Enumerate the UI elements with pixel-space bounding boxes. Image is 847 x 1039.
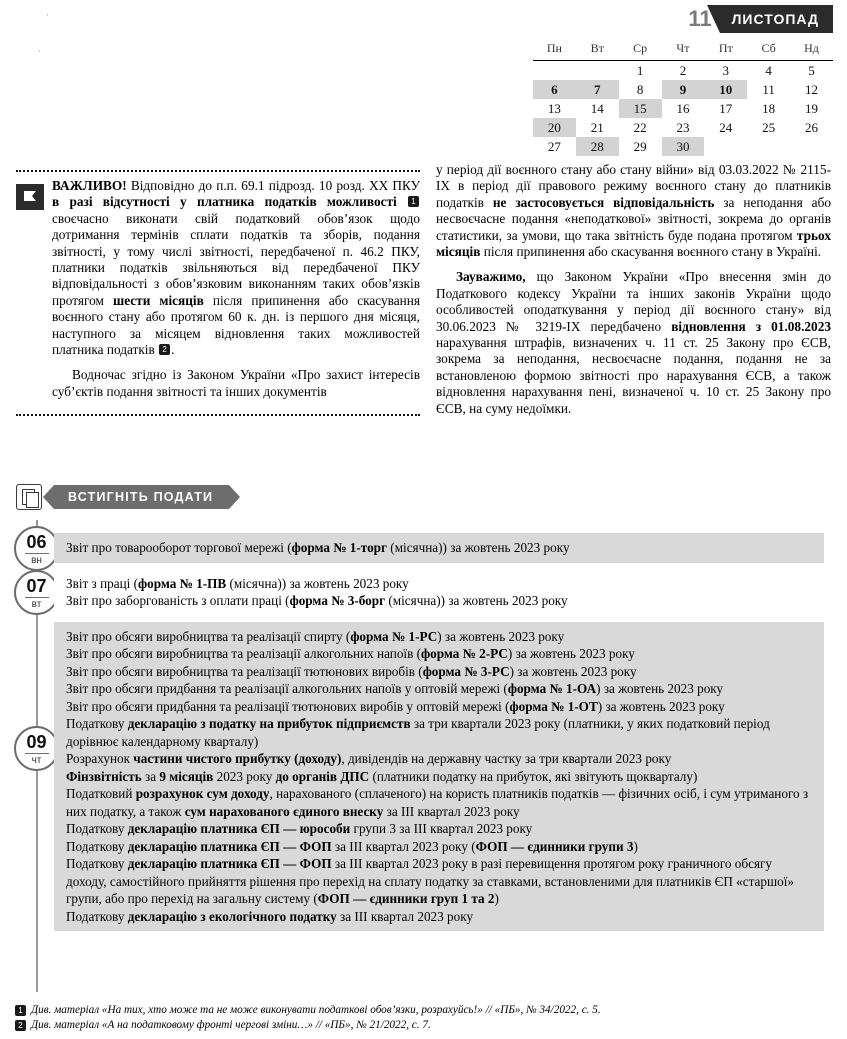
timeline-entry-row: Звіт з праці (форма № 1-ПВ (місячна)) за жовтень 2023 року (66, 575, 409, 591)
calendar-weekday-Сб: Сб (761, 41, 776, 55)
calendar-week-row (533, 137, 833, 156)
timeline-day-badge-09 (14, 726, 59, 771)
calendar-day-13[interactable]: 13 (547, 100, 561, 116)
calendar-weekday-Пт: Пт (718, 41, 733, 55)
calendar-week-row (533, 99, 833, 118)
important-left-column (52, 178, 420, 400)
calendar-day-empty (747, 137, 790, 156)
calendar-day-4[interactable]: 4 (747, 61, 790, 81)
timeline-day-number: 06 (26, 531, 47, 552)
calendar-day-2[interactable]: 2 (662, 61, 705, 81)
calendar-week-row (533, 80, 833, 99)
timeline-entry-row: Податкову декларацію з екологічного податку за ІІІ квартал 2023 року (66, 908, 474, 924)
calendar-day-28[interactable]: 28 (576, 137, 619, 156)
calendar-day-1[interactable]: 1 (619, 61, 662, 81)
timeline-entry-row: Податкову декларацію платника ЄП — ФОП за ІІІ квартал 2023 року в разі перевищення протягом року граничного обсягу доходу, самостійного прийняття рішення про перехід на сплату податку за ставками, встановленими для платників ЄП «старшої» групи, або про перехід на загальну систему (ФОП — єдинники груп 1 та 2) (66, 856, 794, 906)
timeline-day-divider (25, 753, 49, 754)
calendar-header (533, 5, 833, 33)
calendar-week-row (533, 61, 833, 81)
calendar-day-empty (790, 137, 833, 156)
timeline-day-weekday: вт (31, 599, 42, 610)
calendar-day-23[interactable]: 23 (676, 119, 690, 135)
documents-icon (16, 484, 42, 510)
footnote-text: Див. матеріал «А на податковому фронті чергові зміни…» // «ПБ», № 21/2022, с. 7. (31, 1019, 431, 1031)
important-right-column (436, 162, 831, 417)
margin-mark-top: · (46, 10, 49, 20)
calendar-weekday-Нд: Нд (804, 41, 819, 55)
calendar-day-11[interactable]: 11 (762, 81, 775, 97)
timeline-entry-row: Звіт про обсяги придбання та реалізації тютюнових виробів у оптовій мережі (форма № 1-ОТ) за жовтень 2023 року (66, 698, 725, 714)
calendar-day-7[interactable]: 7 (576, 80, 619, 99)
timeline-day-number: 07 (26, 576, 47, 596)
calendar-month-number: 11 (688, 6, 712, 31)
important-flag-icon (16, 184, 44, 210)
calendar-day-10[interactable]: 10 (704, 80, 747, 99)
timeline-entry-group-07 (54, 569, 824, 616)
timeline-day-weekday: вн (31, 554, 42, 566)
calendar-day-29[interactable]: 29 (633, 138, 647, 154)
timeline-entry-row: Фінзвітність за 9 місяців 2023 року до органів ДПС (платники податку на прибуток, які звітують щокварталу) (66, 768, 698, 784)
timeline-entry-row: Звіт про обсяги виробництва та реалізації спирту (форма № 1-РС) за жовтень 2023 року (66, 628, 565, 644)
timeline-entry-row: Звіт про обсяги придбання та реалізації алкогольних напоїв у оптовій мережі (форма № 1-ОА) за жовтень 2023 року (66, 681, 724, 696)
timeline-day-divider (25, 597, 49, 598)
calendar-day-18[interactable]: 18 (762, 100, 776, 116)
timeline-entry-row: Податкову декларацію платника ЄП — ФОП за ІІІ квартал 2023 року (ФОП — єдинники групи 3) (66, 838, 638, 854)
calendar-day-9[interactable]: 9 (662, 80, 705, 99)
section-banner (16, 484, 229, 510)
important-paragraph-1: ВАЖЛИВО! Відповідно до п.п. 69.1 підрозд. 10 розд. ХХ ПКУ в разі відсутності у платника податків можливості 1 своєчасно виконати свій податковий обов’язок щодо дотримання термінів сплати податків та зборів, подання звітності, у тому числі звітності, передбаченої п. 46.2 ПКУ, платники податків звільняються від передбаченої ПКУ відповідальності з обов’язковим виконанням таких обов’язків протягом шести місяців після припинення або скасування воєнного стану або протягом 60 к. дн. із першого дня місяця, наступного за місяцем відновлення таких можливостей платника податків 2 . (52, 178, 420, 358)
footnotes (14, 1003, 834, 1033)
calendar-month-name: ЛИСТОПАД (720, 5, 833, 33)
calendar-day-empty (704, 137, 747, 156)
timeline-entry-row: Звіт про товарооборот торгової мережі (форма № 1-торг (місячна)) за жовтень 2023 року (66, 540, 570, 555)
calendar-day-20[interactable]: 20 (533, 118, 576, 137)
calendar-weekday-Пн: Пн (546, 41, 562, 55)
footnote-text: Див. матеріал «На тих, хто може та не може виконувати податкові обов’язки, розрахуйсь!» // «ПБ», № 34/2022, с. 5. (31, 1004, 601, 1016)
footnote-marker: 2 (15, 1020, 26, 1031)
footnote-marker: 1 (15, 1005, 26, 1016)
calendar-day-14[interactable]: 14 (590, 100, 604, 116)
calendar-weekday-Чт: Чт (676, 41, 690, 55)
calendar-day-19[interactable]: 19 (805, 100, 819, 116)
divider-left-bottom (16, 414, 420, 416)
calendar-day-24[interactable]: 24 (719, 119, 733, 135)
timeline-day-badge-07 (14, 570, 59, 615)
calendar-day-17[interactable]: 17 (719, 100, 733, 116)
calendar-day-22[interactable]: 22 (633, 119, 647, 135)
calendar-week-row (533, 118, 833, 137)
calendar-weekday-row (533, 39, 833, 61)
calendar-day-27[interactable]: 27 (547, 138, 561, 154)
timeline-day-badge-06 (14, 526, 59, 571)
footnote-item (14, 1003, 834, 1018)
timeline-entry-group-09 (54, 622, 824, 932)
timeline-entry-row: Розрахунок частини чистого прибутку (доходу), дивідендів на державну частку за три квартали 2023 року (66, 751, 672, 766)
margin-mark-second: · (38, 46, 41, 56)
calendar-day-empty (576, 61, 619, 81)
calendar-day-5[interactable]: 5 (790, 61, 833, 81)
timeline-entry-row: Звіт про обсяги виробництва та реалізації алкогольних напоїв (форма № 2-РС) за жовтень 2023 року (66, 646, 635, 661)
calendar-widget (533, 5, 833, 156)
calendar-day-3[interactable]: 3 (704, 61, 747, 81)
timeline-entry-row: Податкову декларацію платника ЄП — юрособи групи 3 за ІІІ квартал 2023 року (66, 821, 533, 836)
calendar-day-16[interactable]: 16 (676, 100, 690, 116)
timeline-day-number: 09 (26, 732, 47, 753)
calendar-day-empty (533, 61, 576, 81)
calendar-day-8[interactable]: 8 (636, 81, 644, 97)
calendar-weekday-Ср: Ср (633, 41, 648, 55)
timeline-entry-row: Звіт про заборгованість з оплати праці (форма № 3-борг (місячна)) за жовтень 2023 року (66, 593, 568, 608)
calendar-day-30[interactable]: 30 (662, 137, 705, 156)
important-paragraph-2: Водночас згідно із Законом України «Про захист інтересів суб’єктів подання звітності та інших документів (52, 367, 420, 399)
calendar-day-15[interactable]: 15 (619, 99, 662, 118)
timeline-entry-row: Податкову декларацію з податку на прибуток підприємств за три квартали 2023 року (платники, у яких податковий період дорівнює календарному кварталу) (66, 716, 770, 749)
calendar-day-26[interactable]: 26 (805, 119, 819, 135)
calendar-day-6[interactable]: 6 (533, 80, 576, 99)
section-banner-label: ВСТИГНІТЬ ПОДАТИ (54, 485, 229, 509)
calendar-grid (533, 39, 833, 156)
timeline-entry-row: Податковий розрахунок сум доходу, нарахованого (сплаченого) на користь платників податків — фізичних осіб, і сум утриманого з них податку, а також сум нарахованого єдиного внеску за ІІІ квартал 2023 року (66, 786, 809, 819)
divider-left-top (16, 170, 420, 172)
timeline-day-weekday: чт (31, 755, 42, 767)
calendar-day-25[interactable]: 25 (762, 119, 776, 135)
timeline-entry-group-06 (54, 533, 824, 563)
footnote-item (14, 1018, 834, 1033)
timeline-day-divider (25, 553, 49, 554)
calendar-day-12[interactable]: 12 (805, 81, 819, 97)
calendar-weekday-Вт: Вт (590, 41, 604, 55)
calendar-day-21[interactable]: 21 (590, 119, 604, 135)
timeline-entry-row: Звіт про обсяги виробництва та реалізації тютюнових виробів (форма № 3-РС) за жовтень 2023 року (66, 663, 637, 679)
important-paragraph-4: Зауважимо, що Законом України «Про внесення змін до Податкового кодексу України та інших законів України щодо особливостей оподаткування у період дії воєнного стану» від 30.06.2023 № 3219-IX передбачено відновлення з 01.08.2023 нарахування штрафів, визначених ч. 11 ст. 25 Закону про ЄСВ, зокрема за неподання, несвоєчасне подання, подання не за встановленою формою звітності про нарахування ЄСВ, а також відновлення нарахування пені, визначеної ч. 10 ст. 25 Закону про ЄСВ, на суму недоїмки. (436, 269, 831, 416)
important-paragraph-3: у період дії воєнного стану або стану війни» від 03.03.2022 № 2115-IX в період дії правового режиму воєнного стану до платників податків не застосовується відповідальність за неподання або несвоєчасне подання «неподаткової» звітності, зокрема до органів статистики, за умови, що така звітність буде подана протягом трьох місяців після припинення або скасування воєнного стану в Україні. (436, 162, 831, 260)
